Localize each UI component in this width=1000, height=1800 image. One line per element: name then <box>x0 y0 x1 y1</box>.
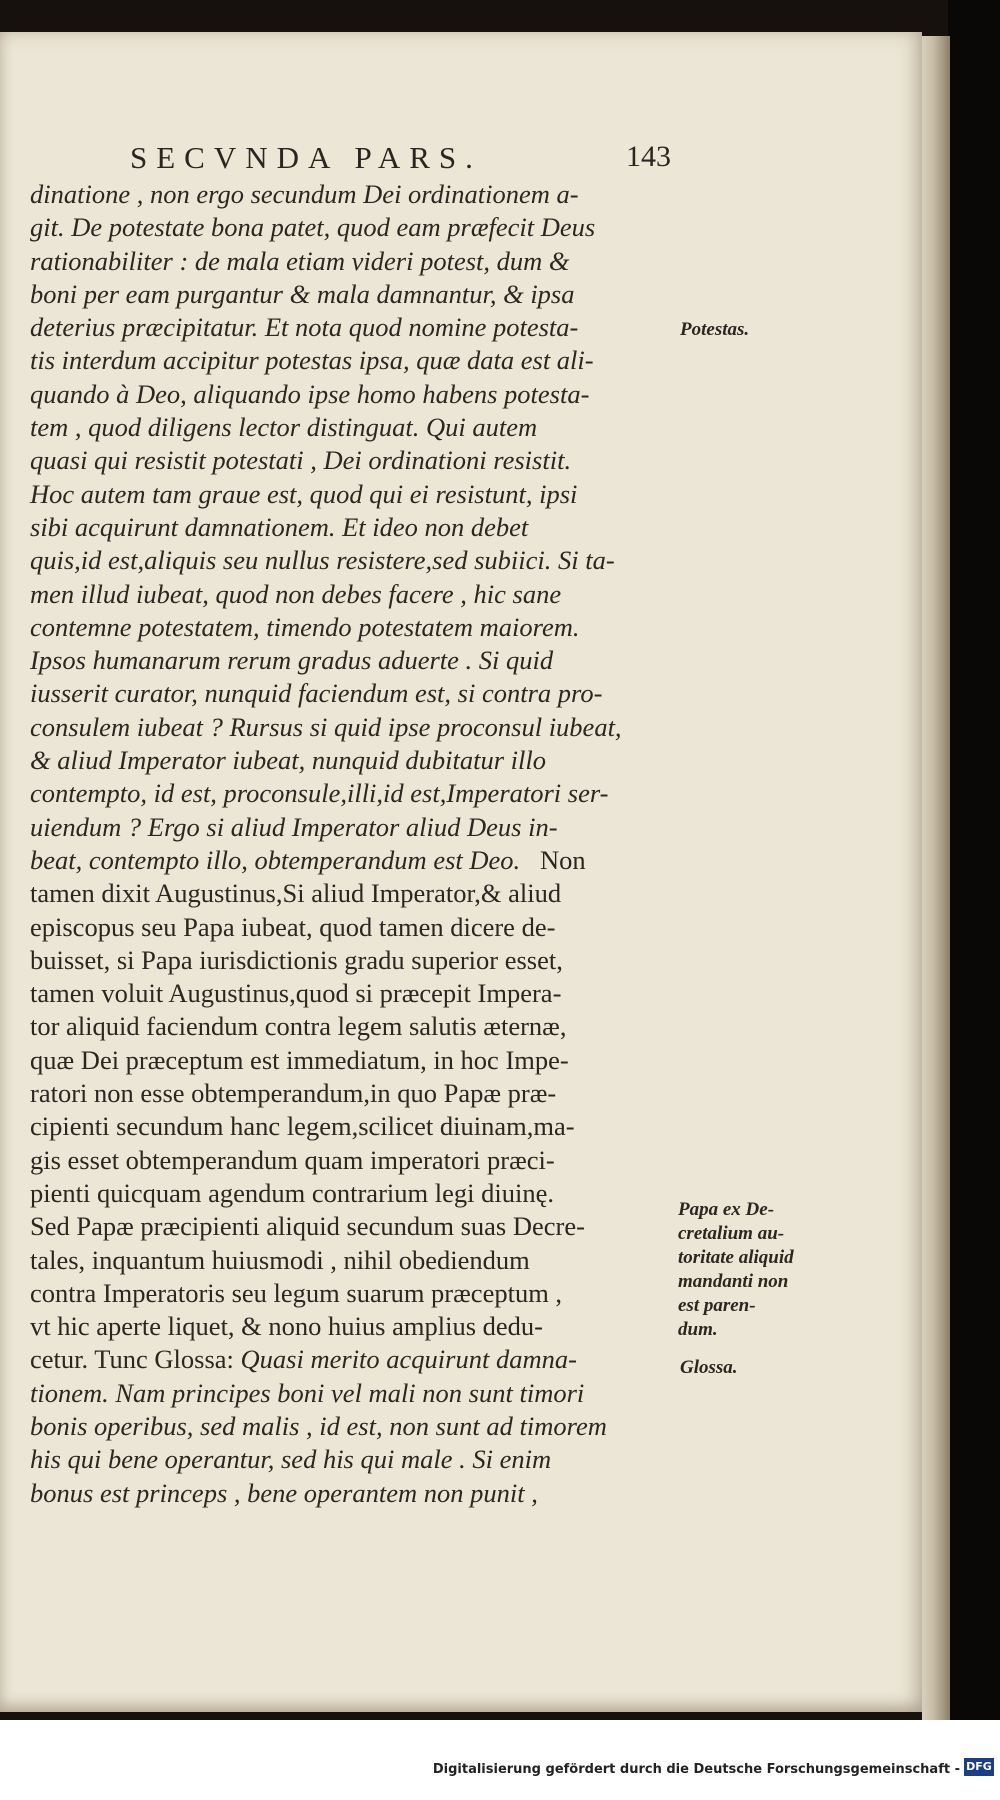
text-line: contra Imperatoris seu legum suarum præceptum , <box>30 1277 563 1308</box>
text-line: iusserit curator, nunquid faciendum est, si contra pro- <box>30 678 603 709</box>
text-line: tis interdum accipitur potestas ipsa, quæ data est ali- <box>30 345 594 376</box>
text-line: cipienti secundum hanc legem,scilicet diuinam,ma- <box>30 1111 575 1142</box>
margin-note-glossa: Glossa. <box>680 1357 738 1378</box>
text-line: ratori non esse obtemperandum,in quo Papæ præ- <box>30 1078 557 1109</box>
text-line-roman: cetur. Tunc Glossa: <box>30 1344 241 1375</box>
footer-bar <box>0 1720 1000 1800</box>
text-line <box>30 1343 670 1376</box>
text-line: his qui bene operantur, sed his qui male . Si enim <box>30 1444 552 1475</box>
text-line: contempto, id est, proconsule,illi,id est,Imperatori ser- <box>30 778 609 809</box>
margin-note-line: mandanti non <box>678 1271 789 1292</box>
running-head: SECVNDA PARS. <box>130 140 482 175</box>
margin-note-line: toritate aliquid <box>678 1247 794 1268</box>
text-line: quasi qui resistit potestati , Dei ordinationi resistit. <box>30 445 572 476</box>
text-line <box>30 844 670 877</box>
text-line: quis,id est,aliquis seu nullus resistere,sed subiici. Si ta- <box>30 545 615 576</box>
text-line: gis esset obtemperandum quam imperatori præci- <box>30 1144 555 1175</box>
text-line: tem , quod diligens lector distinguat. Qui autem <box>30 412 538 443</box>
text-line: sibi acquirunt damnationem. Et ideo non debet <box>30 511 529 542</box>
text-line: contemne potestatem, timendo potestatem maiorem. <box>30 611 580 642</box>
text-line: bonus est princeps , bene operantem non punit , <box>30 1477 538 1508</box>
text-line: dinatione , non ergo secundum Dei ordinationem a- <box>30 179 579 209</box>
text-line: Sed Papæ præcipienti aliquid secundum suas Decre- <box>30 1211 585 1242</box>
margin-note-line: est paren- <box>678 1295 756 1316</box>
text-line: tionem. Nam principes boni vel mali non sunt timori <box>30 1377 585 1408</box>
page-edge <box>922 36 950 1720</box>
text-line: men illud iubeat, quod non debes facere , hic sane <box>30 578 562 609</box>
dfg-logo: DFG <box>964 1758 994 1776</box>
text-line-italic: Quasi merito acquirunt damna- <box>240 1344 577 1375</box>
text-line: quæ Dei præceptum est immediatum, in hoc Impe- <box>30 1044 569 1075</box>
text-line: vt hic aperte liquet, & nono huius amplius dedu- <box>30 1311 543 1342</box>
text-line: tor aliquid faciendum contra legem salutis æternæ, <box>30 1011 567 1042</box>
text-line-roman: Non <box>520 844 586 875</box>
digitization-credit: Digitalisierung gefördert durch die Deutsche Forschungsgemeinschaft - <box>432 1762 960 1777</box>
text-line: quando à Deo, aliquando ipse homo habens potesta- <box>30 378 590 409</box>
margin-note-papa <box>678 1198 794 1342</box>
margin-note-potestas: Potestas. <box>680 319 750 340</box>
text-line-italic: beat, contempto illo, obtemperandum est Deo. <box>30 844 521 875</box>
text-line: pienti quicquam agendum contrarium legi diuinę. <box>30 1177 554 1208</box>
text-line: git. De potestate bona patet, quod eam præfecit Deus <box>30 212 596 243</box>
text-line: & aliud Imperator iubeat, nunquid dubitatur illo <box>30 745 547 776</box>
text-line: Hoc autem tam graue est, quod qui ei resistunt, ipsi <box>30 478 578 509</box>
body-text <box>30 178 670 1510</box>
margin-note-line: Papa ex De- <box>678 1199 775 1220</box>
text-line: buisset, si Papa iurisdictionis gradu superior esset, <box>30 944 563 975</box>
text-line: consulem iubeat ? Rursus si quid ipse proconsul iubeat, <box>30 711 622 742</box>
text-line: uiendum ? Ergo si aliud Imperator aliud Deus in- <box>30 811 558 842</box>
text-line: deterius præcipitatur. Et nota quod nomine potesta- <box>30 312 579 343</box>
page-number: 143 <box>626 140 671 173</box>
text-line: episcopus seu Papa iubeat, quod tamen dicere de- <box>30 911 556 942</box>
text-line: bonis operibus, sed malis , id est, non sunt ad timorem <box>30 1410 607 1441</box>
text-line: tales, inquantum huiusmodi , nihil obediendum <box>30 1244 530 1275</box>
text-line: tamen dixit Augustinus,Si aliud Imperator,& aliud <box>30 878 562 909</box>
margin-note-line: cretalium au- <box>678 1223 785 1244</box>
margin-note-line: dum. <box>678 1319 718 1340</box>
text-line: boni per eam purgantur & mala damnantur, & ipsa <box>30 278 575 309</box>
text-line: tamen voluit Augustinus,quod si præcepit Impera- <box>30 978 562 1009</box>
text-line: Ipsos humanarum rerum gradus aduerte . Si quid <box>30 645 554 676</box>
text-line: rationabiliter : de mala etiam videri potest, dum & <box>30 245 570 276</box>
